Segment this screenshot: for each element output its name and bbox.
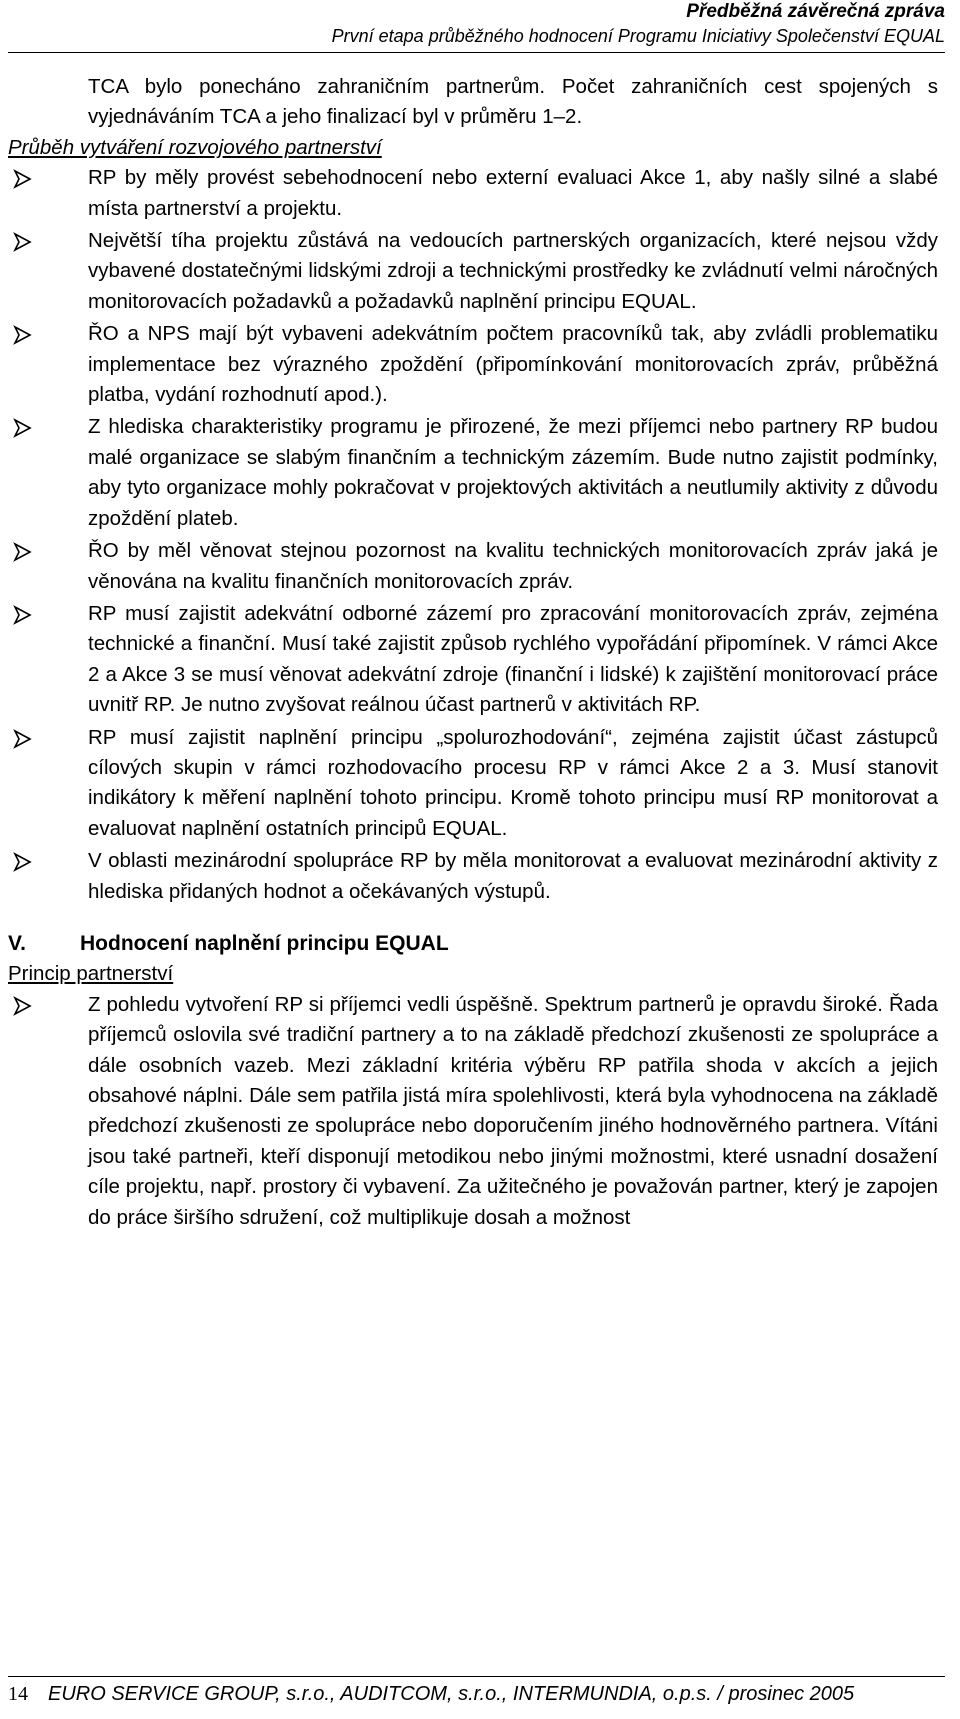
- section-number: V.: [8, 931, 26, 955]
- page-header: [332, 0, 945, 48]
- list-item: [8, 412, 938, 534]
- list-item: [8, 990, 938, 1233]
- recommendations-list: [8, 163, 938, 907]
- intro-paragraph: TCA bylo ponecháno zahraničním partnerům. Počet zahraničních cest spojených s vyjednáváním TCA a jeho finalizací byl v průměru 1–2.: [88, 75, 938, 129]
- arrowhead-bullet-icon: [12, 599, 36, 629]
- arrowhead-bullet-icon: [12, 723, 36, 753]
- principle-heading: Princip partnerství: [8, 962, 174, 986]
- list-item: [8, 226, 938, 317]
- list-item-text: Z hlediska charakteristiky programu je přirozené, že mezi příjemci nebo partnery RP budou malé organizace se slabým finančním a technickým zázemím. Bude nutno zajistit podmínky, aby tyto organizace mohly pokračovat v projektových aktivitách a neutlumily aktivity z důvodu zpoždění plateb.: [88, 415, 938, 530]
- subsection-heading-text: Průběh vytváření rozvojového partnerství: [8, 135, 382, 159]
- report-title: Předběžná závěrečná zpráva: [686, 1, 945, 22]
- list-item: [8, 163, 938, 224]
- section-title: Hodnocení naplnění principu EQUAL: [80, 931, 449, 955]
- arrowhead-bullet-icon: [12, 319, 36, 349]
- list-item: [8, 319, 938, 410]
- page-content: [8, 72, 938, 1235]
- header-divider: [8, 52, 945, 53]
- footer-text: EURO SERVICE GROUP, s.r.o., AUDITCOM, s.r.o., INTERMUNDIA, o.p.s. / prosinec 2005: [48, 1683, 855, 1705]
- list-item-text: RP by měly provést sebehodnocení nebo externí evaluaci Akce 1, aby našly silné a slabé místa partnerství a projektu.: [88, 166, 938, 220]
- list-item-text: ŘO by měl věnovat stejnou pozornost na kvalitu technických monitorovacích zpráv jaká je věnována na kvalitu finančních monitorovacích zpráv.: [88, 539, 938, 593]
- arrowhead-bullet-icon: [12, 990, 36, 1020]
- list-item-text: ŘO a NPS mají být vybaveni adekvátním počtem pracovníků tak, aby zvládli problematiku implementace bez výrazného zpoždění (připomínkování monitorovacích zpráv, průběžná platba, vydání rozhodnutí apod.).: [88, 322, 938, 407]
- section-heading: [8, 929, 938, 959]
- list-item: [8, 846, 938, 907]
- arrowhead-bullet-icon: [12, 226, 36, 256]
- subsection-heading: [8, 133, 938, 163]
- page-footer: [8, 1683, 938, 1706]
- list-item: [8, 723, 938, 845]
- arrowhead-bullet-icon: [12, 846, 36, 876]
- list-item: [8, 599, 938, 721]
- list-item-text: RP musí zajistit naplnění principu „spolurozhodování“, zejména zajistit účast zástupců cílových skupin v rámci rozhodovacího procesu RP v rámci Akce 2 a 3. Musí stanovit indikátory k měření naplnění tohoto principu. Kromě tohoto principu musí RP monitorovat a evaluovat naplnění ostatních principů EQUAL.: [88, 725, 938, 840]
- list-item-text: V oblasti mezinárodní spolupráce RP by měla monitorovat a evaluovat mezinárodní aktivity z hlediska přidaných hodnot a očekávaných výstupů.: [88, 849, 938, 903]
- page-number: 14: [8, 1683, 28, 1705]
- list-item-text: RP musí zajistit adekvátní odborné zázemí pro zpracování monitorovacích zpráv, zejména technické a finanční. Musí také zajistit způsob rychlého vypořádání připomínek. V rámci Akce 2 a Akce 3 se musí věnovat adekvátní zdroje (finanční i lidské) k zajištění monitorovací práce uvnitř RP. Je nutno zvyšovat reálnou účast partnerů v aktivitách RP.: [88, 601, 938, 717]
- arrowhead-bullet-icon: [12, 163, 36, 193]
- arrowhead-bullet-icon: [12, 536, 36, 566]
- report-subtitle: První etapa průběžného hodnocení Programu Iniciativy Společenství EQUAL: [331, 26, 945, 46]
- principle-list: [8, 990, 938, 1233]
- list-item-text: Z pohledu vytvoření RP si příjemci vedli úspěšně. Spektrum partnerů je opravdu široké. Řada příjemců oslovila své tradiční partnery a to na základě předchozí zkušenosti ze spolupráce a dále osobních vazeb. Mezi základní kritéria výběru RP patřila shoda v akcích a jejich obsahové náplni. Dále sem patřila jistá míra spolehlivosti, která byla vyhodnocena na základě předchozí zkušenosti ze spolupráce nebo doporučením jiného hodnověrného partnera. Vítáni jsou také partneři, kteří disponují metodikou nebo jinými možnostmi, které usnadní dosažení cíle projektu, např. prostory či vybavení. Za užitečného je považován partner, který je zapojen do práce širšího sdružení, což multiplikuje dosah a možnost: [88, 992, 938, 1229]
- list-item-text: Největší tíha projektu zůstává na vedoucích partnerských organizacích, které nejsou vždy vybavené dostatečnými lidskými zdroji a technickými prostředky ke zvládnutí velmi náročných monitorovacích požadavků a požadavků naplnění principu EQUAL.: [88, 229, 938, 313]
- arrowhead-bullet-icon: [12, 412, 36, 442]
- list-item: [8, 536, 938, 597]
- footer-divider: [8, 1676, 945, 1677]
